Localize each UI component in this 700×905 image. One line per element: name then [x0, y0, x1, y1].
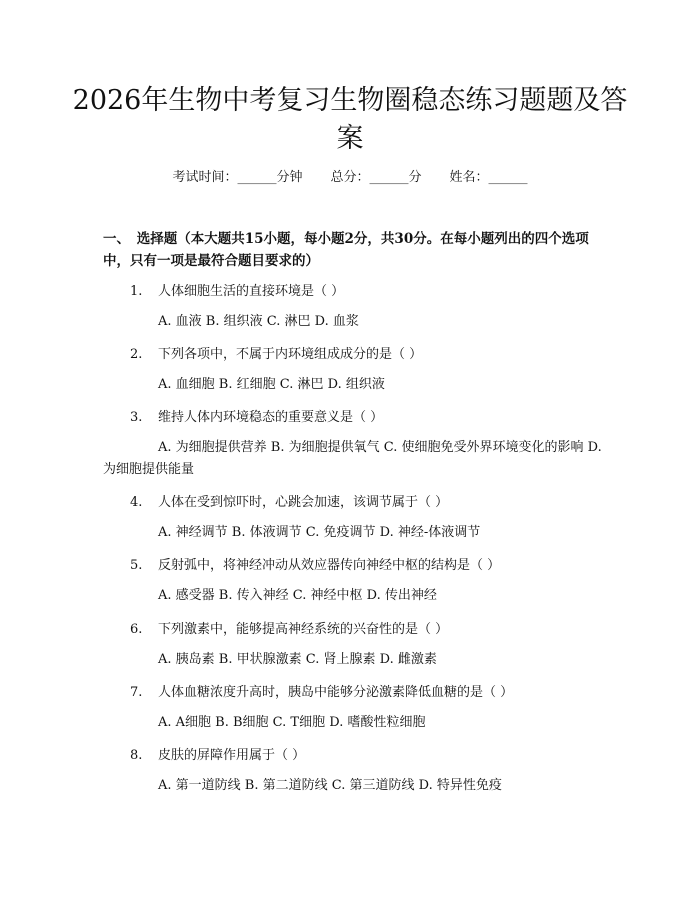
- section-heading: 一、 选择题（本大题共15小题，每小题2分，共30分。在每小题列出的四个选项中，只有一项是最符合题目要求的）: [103, 231, 589, 269]
- question-text: 人体细胞生活的直接环境是（ ）: [158, 284, 345, 299]
- question-number: 1.: [130, 284, 143, 299]
- question-number: 8.: [130, 748, 143, 763]
- question-text: 皮肤的屏障作用属于（ ）: [158, 748, 306, 763]
- question-options: A. 胰岛素 B. 甲状腺激素 C. 肾上腺素 D. 雌激素: [158, 652, 437, 667]
- question-options: A. A细胞 B. B细胞 C. T细胞 D. 嗜酸性粒细胞: [158, 715, 426, 730]
- question-number: 2.: [130, 347, 143, 362]
- question-text: 维持人体内环境稳态的重要意义是（ ）: [158, 410, 384, 425]
- question-options: A. 血液 B. 组织液 C. 淋巴 D. 血浆: [158, 314, 359, 329]
- question-stem: [130, 493, 448, 513]
- question-text: 下列各项中，不属于内环境组成成分的是（ ）: [158, 347, 423, 362]
- question-number: 6.: [130, 622, 143, 637]
- question-text: 人体在受到惊吓时，心跳会加速，该调节属于（ ）: [158, 495, 449, 510]
- question-stem: [130, 345, 422, 365]
- total-score-label: 总分：______分: [330, 170, 422, 185]
- question-number: 7.: [130, 685, 143, 700]
- question-number: 3.: [130, 410, 143, 425]
- question-stem: [130, 408, 383, 428]
- question-stem: [130, 746, 305, 766]
- page-title: 2026年生物中考复习生物圈稳态练习题题及答案: [72, 85, 628, 154]
- question-stem: [130, 620, 448, 640]
- student-name-label: 姓名：______: [449, 170, 528, 185]
- question-options: A. 血细胞 B. 红细胞 C. 淋巴 D. 组织液: [158, 377, 385, 392]
- question-text: 反射弧中，将神经冲动从效应器传向神经中枢的结构是（ ）: [158, 558, 501, 573]
- question-number: 4.: [130, 495, 143, 510]
- question-stem: [130, 282, 344, 302]
- question-stem: [130, 683, 513, 703]
- question-options: A. 神经调节 B. 体液调节 C. 免疫调节 D. 神经-体液调节: [158, 525, 481, 540]
- question-options: A. 感受器 B. 传入神经 C. 神经中枢 D. 传出神经: [158, 588, 437, 603]
- question-text: 下列激素中，能够提高神经系统的兴奋性的是（ ）: [158, 622, 449, 637]
- question-text: 人体血糖浓度升高时，胰岛中能够分泌激素降低血糖的是（ ）: [158, 685, 514, 700]
- question-stem: [130, 556, 500, 576]
- exam-time-label: 考试时间：______分钟: [172, 170, 303, 185]
- question-number: 5.: [130, 558, 143, 573]
- exam-meta: [0, 168, 700, 188]
- question-options: A. 为细胞提供营养 B. 为细胞提供氧气 C. 使细胞免受外界环境变化的影响 D. 为细胞提供能量: [103, 440, 602, 477]
- question-options: A. 第一道防线 B. 第二道防线 C. 第三道防线 D. 特异性免疫: [158, 778, 502, 793]
